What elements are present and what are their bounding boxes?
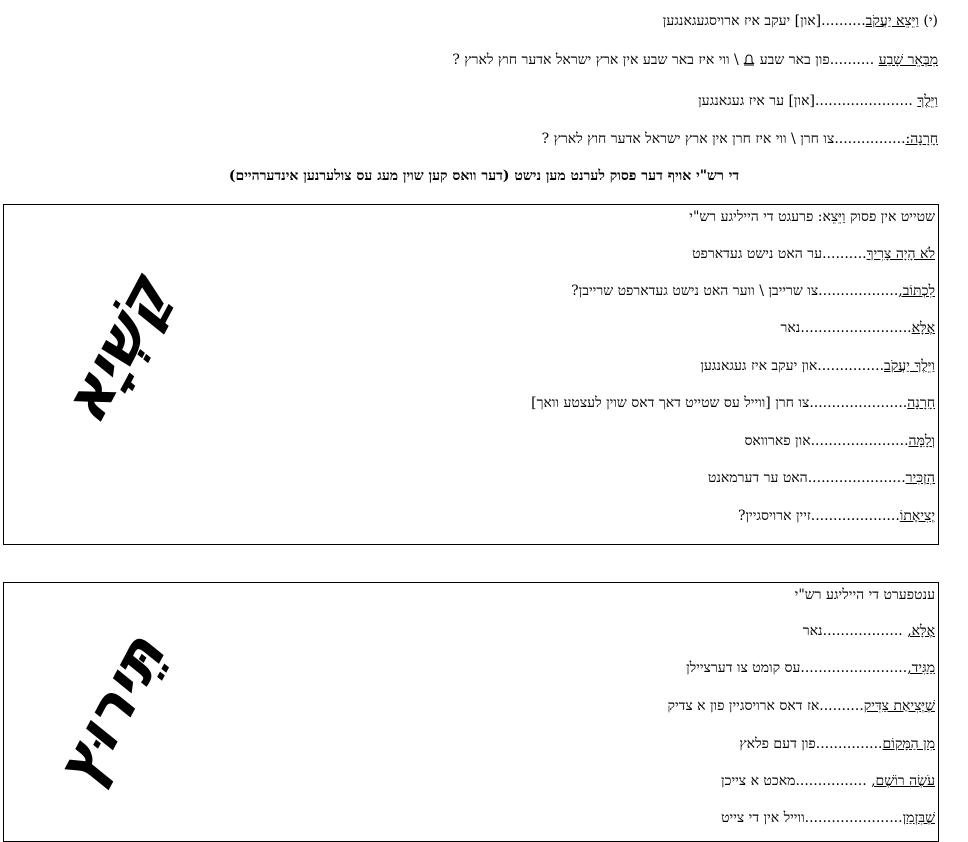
terutz-line bbox=[667, 696, 935, 716]
yiddish-translation: [און] ער איז געגאנגען bbox=[698, 93, 815, 109]
intro-line-4 bbox=[542, 129, 938, 149]
kasha-header: שטייט אין פסוק וַיֵּצֵא: פרעגט די הייליגע רש"י bbox=[689, 209, 935, 225]
yiddish-translation: האט ער דערמאנט bbox=[707, 470, 808, 486]
dots: ................ bbox=[795, 773, 872, 789]
yiddish-translation: נאר bbox=[802, 623, 823, 639]
kasha-line bbox=[738, 506, 935, 526]
kasha-title: קַשְׁיָא bbox=[46, 262, 185, 435]
hebrew-phrase: חָרָנָה bbox=[907, 395, 935, 411]
yiddish-translation: און יעקב איז געגאנגען bbox=[700, 358, 818, 374]
dots: .................. bbox=[822, 623, 908, 639]
terutz-line bbox=[721, 771, 935, 791]
dots: ............... bbox=[815, 736, 883, 752]
dots: ............... bbox=[817, 358, 885, 374]
intro-line-2 bbox=[452, 50, 938, 70]
dots: .................... bbox=[810, 508, 900, 524]
yiddish-translation: צו חרן [ווייל עס שטייט דאך דאס שוין לעצטע וואך] bbox=[531, 395, 810, 411]
hebrew-phrase: עֹשֶׂה רוֹשֶׁם, bbox=[871, 773, 935, 789]
hebrew-phrase: מִבְּאֵר שָׁבַע bbox=[878, 52, 938, 68]
hebrew-phrase: הִזְכִּיר bbox=[905, 470, 935, 486]
yiddish-translation: פון באר שבע bbox=[759, 52, 830, 68]
dots: ...................... bbox=[807, 470, 906, 486]
dots: ........................ bbox=[800, 660, 908, 676]
hebrew-phrase: שֶׁבִּזְמַן bbox=[902, 810, 935, 826]
kasha-line bbox=[700, 356, 935, 376]
hebrew-phrase: מַגִּיד, bbox=[907, 660, 935, 676]
intro-line-1 bbox=[663, 11, 938, 31]
kasha-box bbox=[3, 204, 939, 545]
yiddish-translation: צו שרייבן \ ווער האט נישט געדארפט שרייבן? bbox=[571, 283, 819, 299]
dots: ...................... bbox=[804, 810, 903, 826]
hebrew-phrase: וַיֵּלֶךְ bbox=[917, 93, 938, 109]
hebrew-phrase: אֶלָּא bbox=[911, 320, 935, 336]
hebrew-phrase: לֹא הָיָה צָרִיךְ bbox=[866, 246, 935, 262]
kasha-line bbox=[571, 281, 935, 301]
dots: ...................... bbox=[810, 433, 909, 449]
dots: ......................... bbox=[800, 320, 912, 336]
terutz-line bbox=[686, 658, 935, 678]
hebrew-phrase: חָרָנָה: bbox=[905, 131, 938, 147]
terutz-title: תֵּירוּץ bbox=[39, 622, 180, 799]
terutz-line bbox=[803, 621, 935, 641]
yiddish-translation: עס קומט צו דערציילן bbox=[686, 660, 801, 676]
hebrew-phrase: וַיֵּלֶךְ יַעֲקֹב bbox=[884, 358, 935, 374]
yiddish-translation: פון דעם פלאץ bbox=[739, 736, 816, 752]
yiddish-translation: נאר bbox=[780, 320, 801, 336]
dots: .......... bbox=[822, 246, 867, 262]
hebrew-phrase: לִכְתּוֹב, bbox=[898, 283, 935, 299]
hebrew-phrase: וַיֵּצֵא יַעֲקֹב bbox=[865, 13, 919, 29]
terutz-line bbox=[721, 808, 935, 828]
yiddish-translation: \ ווי איז באר שבע אין ארץ ישראל אדער חוץ לארץ ? bbox=[452, 52, 739, 68]
kasha-line bbox=[531, 393, 935, 413]
yiddish-translation: זיין ארויסגיין? bbox=[737, 508, 811, 524]
terutz-header: ענטפערט די הייליגע רש"י bbox=[794, 587, 935, 603]
kasha-line bbox=[781, 318, 935, 338]
dots: ...................... bbox=[814, 93, 918, 109]
hebrew-phrase: יְצִיאָתוֹ bbox=[899, 508, 935, 524]
hebrew-phrase: וְלָמָּה bbox=[908, 433, 935, 449]
terutz-line bbox=[739, 734, 935, 754]
dots: ................ bbox=[834, 131, 906, 147]
yiddish-translation: ווייל אין די צייט bbox=[721, 810, 805, 826]
yiddish-translation: אז דאס ארויסגיין פון א צדיק bbox=[667, 698, 820, 714]
kasha-line bbox=[744, 431, 935, 451]
dots: .......... bbox=[819, 698, 864, 714]
hebrew-phrase: מִן הַמָּקוֹם bbox=[882, 736, 935, 752]
kasha-line bbox=[692, 244, 935, 264]
yiddish-translation: מאכט א צייכן bbox=[721, 773, 796, 789]
dots: .......... bbox=[829, 52, 879, 68]
intro-line-3 bbox=[698, 91, 938, 111]
dots: ...................... bbox=[809, 395, 908, 411]
hebrew-phrase: אֶלָּא, bbox=[907, 623, 935, 639]
yiddish-translation: און פארוואס bbox=[744, 433, 811, 449]
bell-icon bbox=[743, 54, 755, 66]
yiddish-translation: ער האט נישט געדארפט bbox=[692, 246, 823, 262]
yiddish-translation: [און] יעקב איז ארויסגעגאנגען bbox=[662, 13, 822, 29]
dots: .......... bbox=[821, 13, 866, 29]
yiddish-translation: צו חרן \ ווי איז חרן אין ארץ ישראל אדער חוץ לארץ ? bbox=[541, 131, 835, 147]
study-note: די רש"י אויף דער פסוק לערנט מען נישט (דער וואס קען שוין מעג עס צולערנען אינדערהיים) bbox=[228, 168, 740, 184]
hebrew-phrase: שֶׁיְּצִיאַת צַדִּיק bbox=[863, 698, 935, 714]
kasha-line bbox=[708, 468, 935, 488]
verse-number: (י) bbox=[918, 13, 938, 29]
dots: .................. bbox=[818, 283, 899, 299]
